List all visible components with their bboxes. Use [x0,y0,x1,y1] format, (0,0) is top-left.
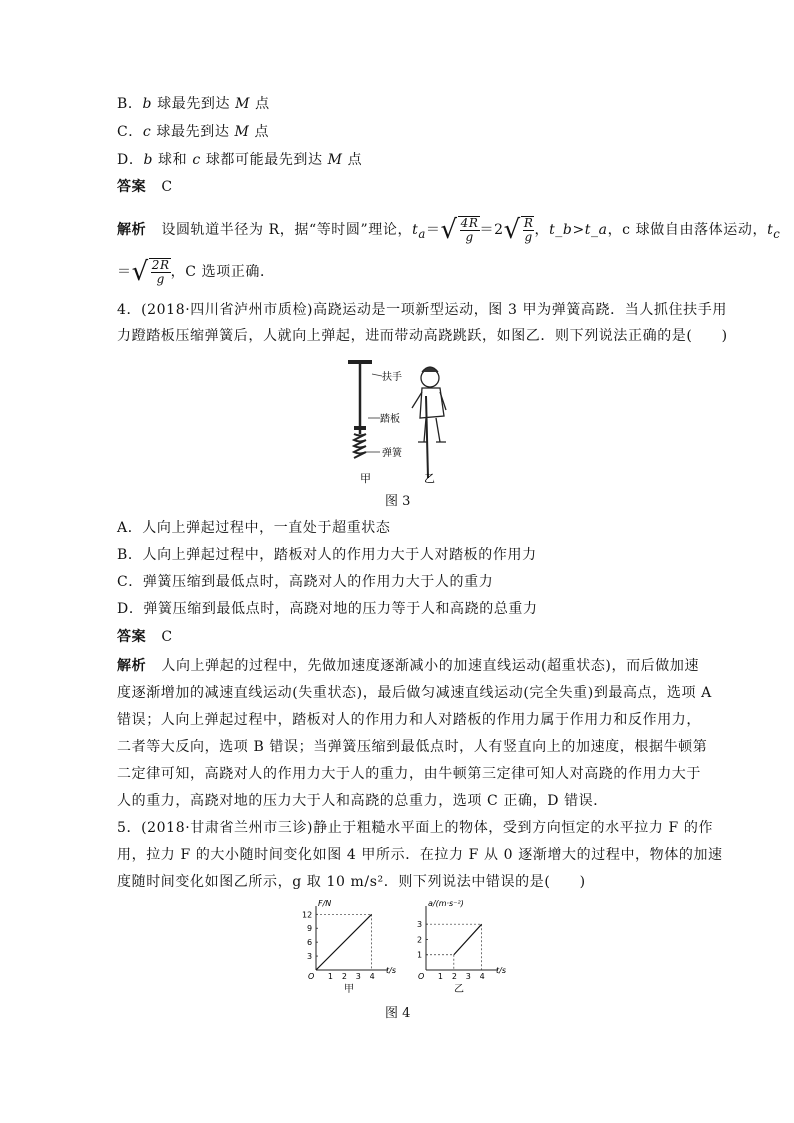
x-tick-label: 1 [437,972,444,981]
q3-analysis-line2: ＝√ $\frac{2R}{g}$ ，C 选项正确． [117,257,275,287]
q4-answer: 答案 C [117,629,173,645]
q4-option-d: D．弹簧压缩到最低点时，高跷对地的压力等于人和高跷的总重力 [117,601,538,617]
q4-analysis-line1: 解析 人向上弹起的过程中，先做加速度逐渐减小的加速直线运动(超重状态)，而后做加速 [117,658,700,674]
pedal [354,426,366,430]
y-tick-label: 1 [417,950,423,960]
y-tick-label: 12 [302,910,313,920]
q3-answer: 答案 C [117,179,173,195]
q4-stem-line2: 力蹬踏板压缩弹簧后，人就向上弹起，进而带动高跷跳跃，如图乙．则下列说法正确的是( ) [117,328,728,344]
figure-4-chart-jia [290,898,400,998]
y-axis-label: F/N [318,899,332,908]
origin-label: O [308,972,315,981]
q4-option-b: B．人向上弹起过程中，踏板对人的作用力大于人对踏板的作用力 [117,547,537,563]
q4-analysis-line5: 二定律可知，高跷对人的作用力大于人的重力，由牛顿第三定律可知人对高跷的作用力大于 [117,766,701,782]
y-tick-label: 9 [307,924,313,934]
series-line [316,914,372,970]
y-axis-label: a/(m·s⁻²) [428,899,464,908]
label-yi: 乙 [424,472,435,485]
x-tick-label: 2 [341,972,347,981]
q3-option-c: C．c 球最先到达 M 点 [117,124,270,140]
y-tick-label: 2 [417,935,423,945]
x-tick-label: 2 [451,972,457,981]
q4-analysis-line6: 人的重力，高跷对地的压力大于人和高跷的总重力，选项 C 正确，D 错误． [117,793,608,809]
q4-option-a: A．人向上弹起过程中，一直处于超重状态 [117,520,391,536]
q5-stem-line3: 度随时间变化如图乙所示，g 取 10 m/s²．则下列说法中错误的是( ) [117,874,586,890]
q5-stem-line1: 5．(2018·甘肃省兰州市三诊)静止于粗糙水平面上的物体，受到方向恒定的水平拉力 F 的作 [117,820,714,836]
y-tick-label: 3 [307,952,313,962]
q4-stem-line1: 4．(2018·四川省泸州市质检)高跷运动是一项新型运动，图 3 甲为弹簧高跷．当人抓住扶手用 [117,302,727,318]
person-on-stilt [412,367,446,478]
x-tick-label: 3 [355,972,361,981]
figure-3-pogo-stick [330,356,470,486]
figure-3-caption: 图 3 [385,494,411,509]
q3-option-b: B．b 球最先到达 M 点 [117,96,270,112]
q4-analysis-line4: 二者等大反向，选项 B 错误；当弹簧压缩到最低点时，人有竖直向上的加速度，根据牛顿第 [117,739,708,755]
y-tick-label: 3 [417,920,423,930]
chart-title: 甲 [344,984,354,995]
x-tick-label: 4 [479,972,485,981]
series-line [454,924,482,955]
x-axis-label: t/s [496,966,506,975]
q4-option-c: C．弹簧压缩到最低点时，高跷对人的作用力大于人的重力 [117,574,494,590]
x-tick-label: 4 [369,972,375,981]
q3-option-d: D．b 球和 c 球都可能最先到达 M 点 [117,152,363,168]
label-handle: 扶手 [382,372,402,383]
label-jia: 甲 [360,472,371,485]
x-tick-label: 1 [327,972,334,981]
origin-label: O [418,972,425,981]
label-pedal: 踏板 [380,414,400,425]
handle-bar [348,360,372,364]
chart-title: 乙 [454,984,464,995]
figure-4-caption: 图 4 [385,1006,411,1021]
figure-4-chart-yi [400,898,510,998]
y-tick-label: 6 [307,938,313,948]
spring [354,434,366,458]
label-spring: 弹簧 [382,448,402,459]
x-tick-label: 3 [465,972,471,981]
x-axis-label: t/s [386,966,396,975]
q4-analysis-line3: 错误；人向上弹起过程中，踏板对人的作用力和人对踏板的作用力属于作用力和反作用力， [117,712,701,728]
q4-analysis-line2: 度逐渐增加的减速直线运动(失重状态)，最后做匀减速直线运动(完全失重)到最高点，选项 A [117,685,712,701]
q3-analysis-line1: 解析 设圆轨道半径为 R，据“等时圆”理论，$t_a=√$ $\frac{4R}{g}$ ＝2√ $\frac{R}{g}$ ，t_b>t_a，c 球做自由落体运动，$t_c$ [117,215,781,245]
q5-stem-line2: 用，拉力 F 的大小随时间变化如图 4 甲所示．在拉力 F 从 0 逐渐增大的过程中，物体的加速 [117,847,723,863]
